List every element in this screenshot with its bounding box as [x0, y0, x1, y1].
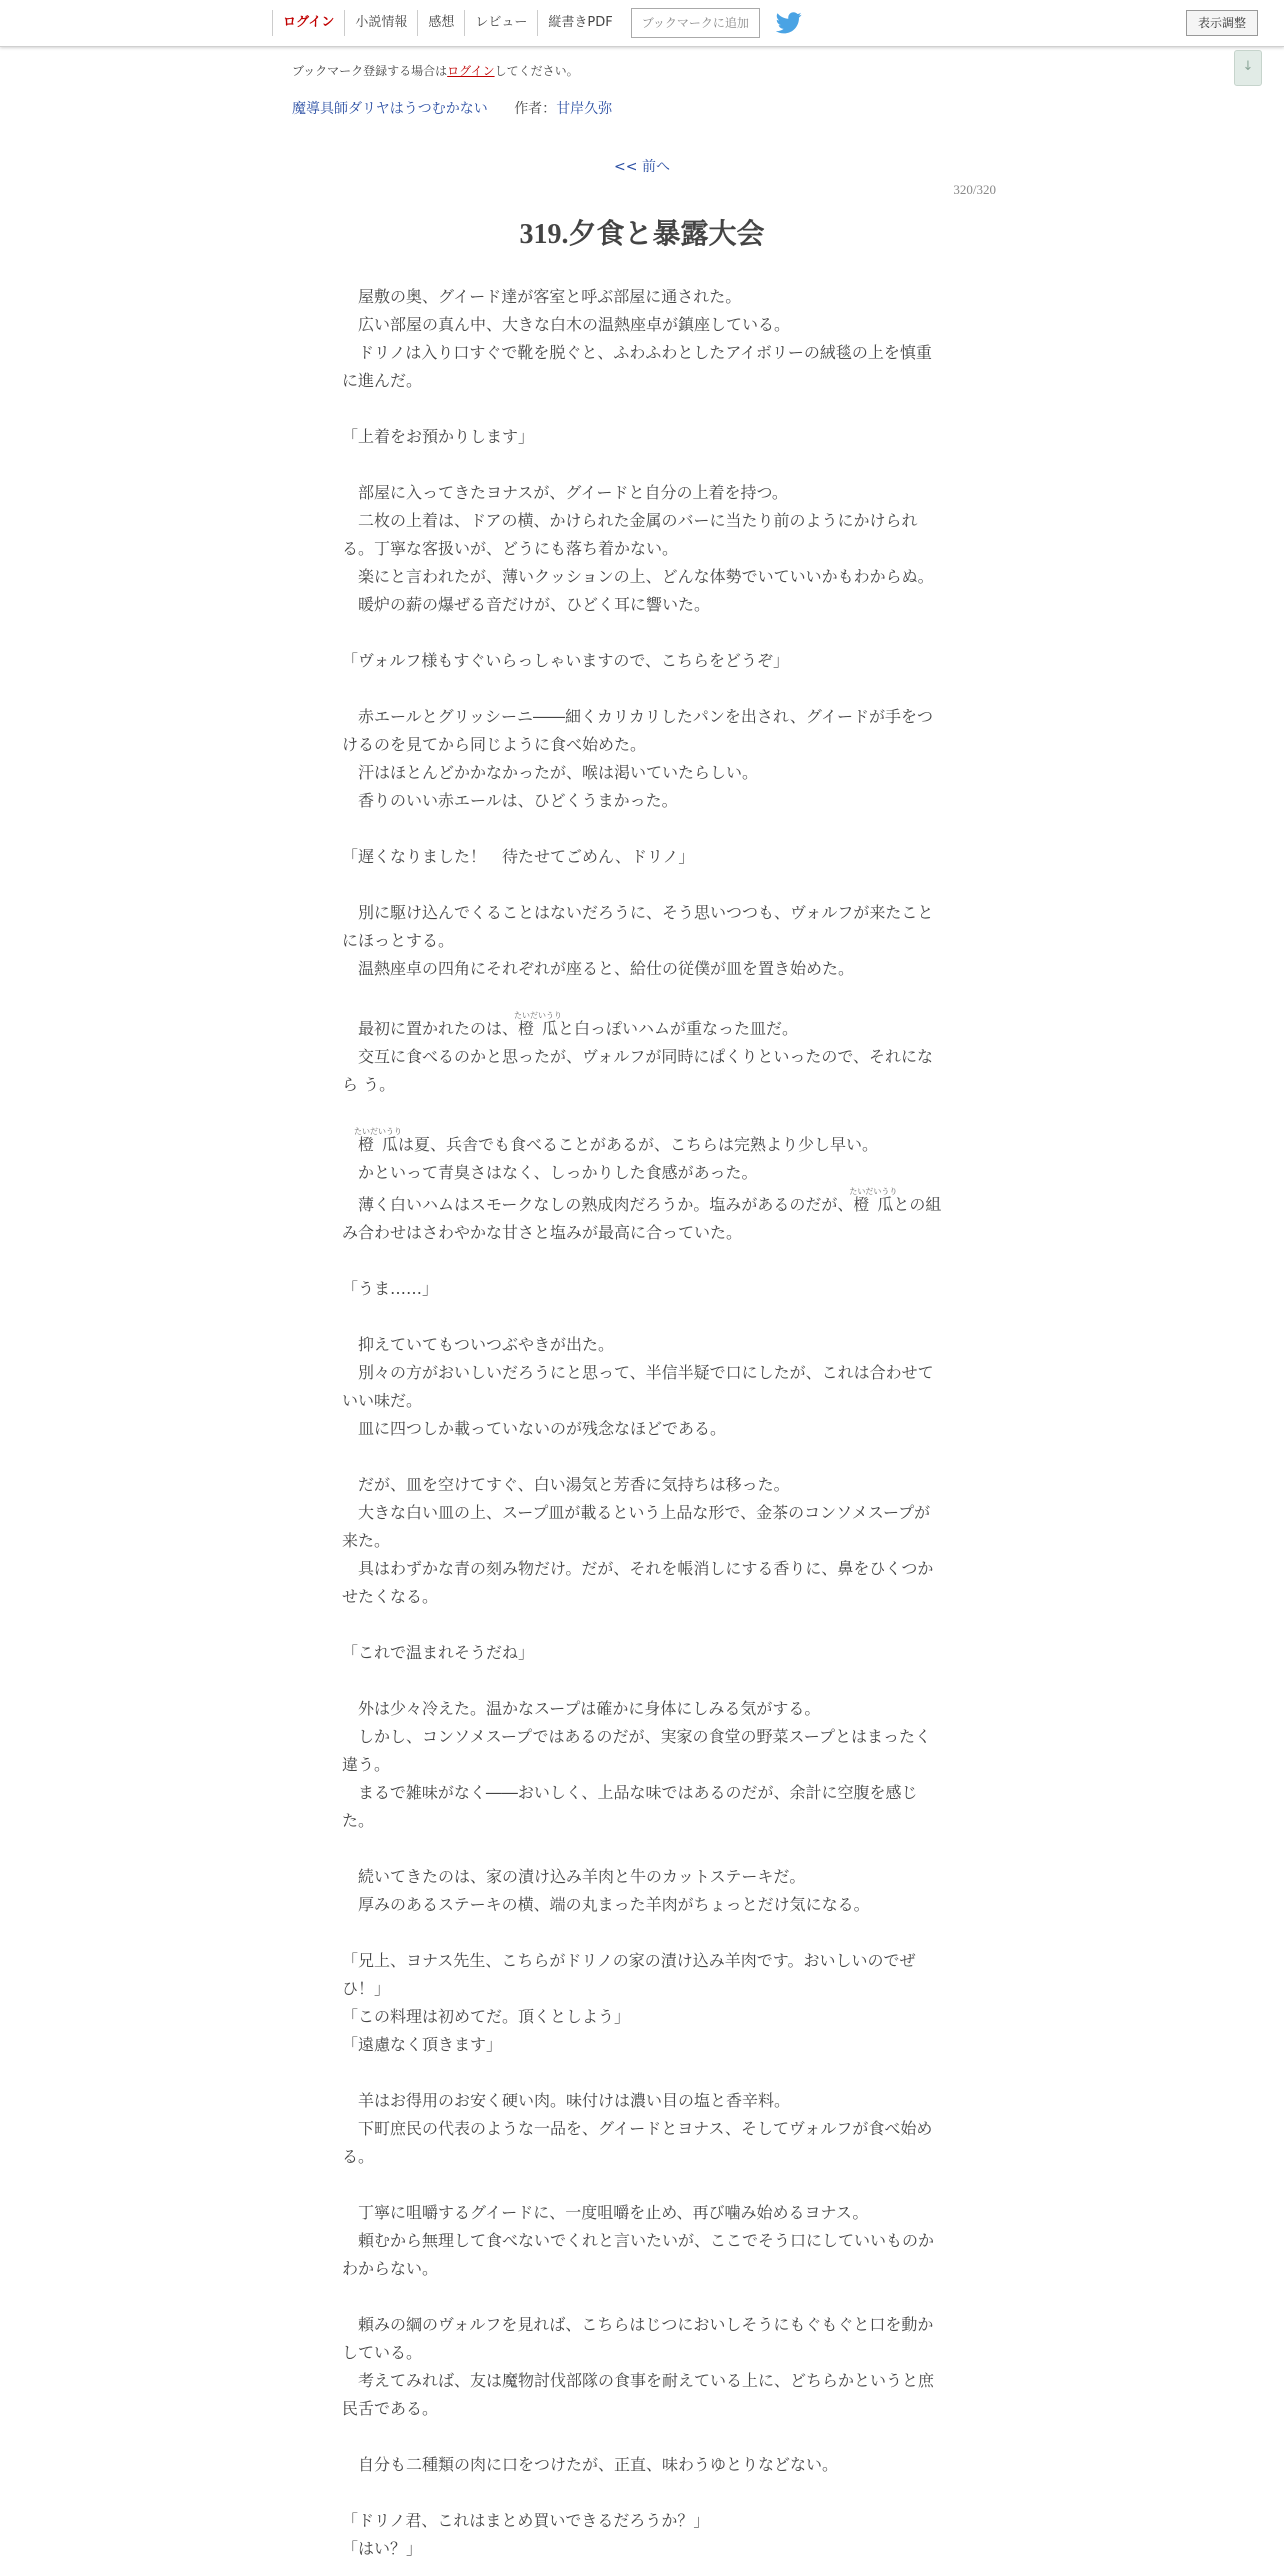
body-paragraph: 「ヴォルフ様もすぐいらっしゃいますので、こちらをどうぞ」: [342, 651, 790, 670]
body-paragraph: 最初に置かれたのは、橙瓜たいだいうりと白っぽいハムが重なった皿だ。: [342, 1011, 799, 1038]
body-paragraph: かといって青臭さはなく、しっかりした食感があった。: [342, 1163, 758, 1182]
nav-login-link[interactable]: ログイン: [272, 10, 344, 36]
body-paragraph: [342, 1247, 942, 1275]
body-paragraph: 大きな白い皿の上、スープ皿が載るという上品な形で、金茶のコンソメスープが来た。: [342, 1503, 931, 1550]
body-paragraph: 香りのいい赤エールは、ひどくうまかった。: [342, 791, 678, 810]
body-paragraph: 下町庶民の代表のような一品を、グイードとヨナス、そしてヴォルフが食べ始める。: [342, 2119, 933, 2166]
body-paragraph: [342, 675, 942, 703]
body-paragraph: 羊はお得用のお安く硬い肉。味付けは濃い目の塩と香辛料。: [342, 2091, 791, 2110]
novel-title-link[interactable]: 魔導具師ダリヤはうつむかない: [292, 101, 488, 117]
previous-chapter-link[interactable]: << 前へ: [614, 159, 670, 175]
body-paragraph: 「これで温まれそうだね」: [342, 1643, 535, 1662]
body-paragraph: 屋敷の奥、グイード達が客室と呼ぶ部屋に通された。: [342, 287, 742, 306]
body-paragraph: 「ドリノ君、これはまとめ買いできるだろうか？」: [342, 2511, 710, 2530]
bookmark-login-note: [292, 62, 579, 79]
nav-vertical-pdf-link[interactable]: 縦書きPDF: [537, 10, 622, 36]
bookmark-note-suffix: してください。: [494, 64, 579, 78]
main-nav: [272, 0, 802, 46]
body-paragraph: 丁寧に咀嚼するグイードに、一度咀嚼を止め、再び噛み始めるヨナス。: [342, 2203, 869, 2222]
body-paragraph: 皿に四つしか載っていないのが残念なほどである。: [342, 1419, 727, 1438]
body-paragraph: [342, 395, 942, 423]
body-paragraph: 頼みの綱のヴォルフを見れば、こちらはじつにおいしそうにもぐもぐと口を動かしている。: [342, 2315, 934, 2362]
body-paragraph: 温熱座卓の四角にそれぞれが座ると、給仕の従僕が皿を置き始めた。: [342, 959, 855, 978]
body-paragraph: 抑えていてもついつぶやきが出た。: [342, 1335, 615, 1354]
chapter-page-counter: 320/320: [953, 182, 996, 197]
chapter-title: 319.夕食と暴露大会: [519, 219, 765, 250]
top-navigation-bar: [0, 0, 1284, 47]
body-paragraph: [342, 1443, 942, 1471]
body-paragraph: 二枚の上着は、ドアの横、かけられた金属のバーに当たり前のようにかけられる。丁寧な客扱いが、どうにも落ち着かない。: [342, 511, 918, 558]
body-paragraph: 「遅くなりました！ 待たせてごめん、ドリノ」: [342, 847, 695, 866]
body-paragraph: [342, 1099, 942, 1127]
body-paragraph: 「この料理は初めてだ。頂くとしよう」: [342, 2007, 631, 2026]
furigana-ruby: 橙瓜たいだいうり: [849, 1187, 898, 1214]
body-paragraph: ドリノは入り口すぐで靴を脱ぐと、ふわふわとしたアイボリーの絨毯の上を慎重に進んだ。: [342, 343, 932, 390]
furigana-reading: たいだいうり: [514, 1011, 563, 1020]
body-paragraph: 「兄上、ヨナス先生、こちらがドリノの家の漬け込み羊肉です。おいしいのでぜひ！」: [342, 1951, 916, 1998]
twitter-bird-icon[interactable]: [776, 12, 802, 34]
body-paragraph: 橙瓜たいだいうりは夏、兵舎でも食べることがあるが、こちらは完熟より少し早い。: [354, 1127, 879, 1154]
body-paragraph: 楽にと言われたが、薄いクッションの上、どんな体勢でいていいかもわからぬ。: [342, 567, 934, 586]
nav-novel-info-link[interactable]: 小説情報: [344, 10, 417, 36]
body-paragraph: 具はわずかな青の刻み物だけ。だが、それを帳消しにする香りに、鼻をひくつかせたくなる。: [342, 1559, 934, 1606]
body-paragraph: 交互に食べるのかと思ったが、ヴォルフが同時にぱくりといったので、それになら う。: [342, 1047, 934, 1094]
author-label: 作者：: [514, 101, 557, 117]
body-paragraph: [342, 815, 942, 843]
furigana-ruby: 橙瓜たいだいうり: [354, 1127, 403, 1154]
body-paragraph: [342, 1835, 942, 1863]
body-paragraph: [342, 2479, 942, 2507]
body-paragraph: だが、皿を空けてすぐ、白い湯気と芳香に気持ちは移った。: [342, 1475, 790, 1494]
body-paragraph: 広い部屋の真ん中、大きな白木の温熱座卓が鎮座している。: [342, 315, 791, 334]
body-paragraph: 考えてみれば、友は魔物討伐部隊の食事を耐えている上に、どちらかというと庶民舌である。: [342, 2371, 935, 2418]
body-paragraph: [342, 2283, 942, 2311]
nav-impressions-link[interactable]: 感想: [417, 10, 464, 36]
bookmark-note-prefix: ブックマーク登録する場合は: [292, 64, 448, 78]
body-paragraph: 薄く白いハムはスモークなしの熟成肉だろうか。塩みがあるのだが、橙瓜たいだいうりとの組み合わせはさわやかな甘さと塩みが最高に合っていた。: [342, 1187, 942, 1242]
scroll-down-tab[interactable]: ↓: [1234, 50, 1262, 86]
body-paragraph: 暖炉の薪の爆ぜる音だけが、ひどく耳に響いた。: [342, 595, 711, 614]
body-paragraph: [342, 1303, 942, 1331]
body-paragraph: しかし、コンソメスープではあるのだが、実家の食堂の野菜スープとはまったく違う。: [342, 1727, 931, 1774]
body-paragraph: 別々の方がおいしいだろうにと思って、半信半疑で口にしたが、これは合わせていい味だ。: [342, 1363, 934, 1410]
body-paragraph: [342, 619, 942, 647]
body-paragraph: [342, 1667, 942, 1695]
body-paragraph: [342, 2423, 942, 2451]
nav-review-link[interactable]: レビュー: [464, 10, 537, 36]
body-paragraph: 部屋に入ってきたヨナスが、グイードと自分の上着を持つ。: [342, 483, 788, 502]
body-paragraph: 外は少々冷えた。温かなスープは確かに身体にしみる気がする。: [342, 1699, 821, 1718]
furigana-reading: たいだいうり: [849, 1187, 898, 1196]
body-paragraph: [342, 1919, 942, 1947]
body-paragraph: まるで雑味がなく――おいしく、上品な味ではあるのだが、余計に空腹を感じた。: [342, 1783, 918, 1830]
body-paragraph: 「うま……」: [342, 1279, 439, 1298]
body-paragraph: 頼むから無理して食べないでくれと言いたいが、ここでそう口にしていいものかわからない。: [342, 2231, 935, 2278]
body-paragraph: 「はい？」: [342, 2539, 423, 2558]
body-paragraph: 「遠慮なく頂きます」: [342, 2035, 503, 2054]
author-link[interactable]: 甘岸久弥: [556, 101, 613, 117]
body-paragraph: 厚みのあるステーキの横、端の丸まった羊肉がちょっとだけ気になる。: [342, 1895, 870, 1914]
body-paragraph: [342, 1611, 942, 1639]
novel-body-text: [342, 283, 942, 2563]
body-paragraph: [342, 2171, 942, 2199]
body-paragraph: 別に駆け込んでくることはないだろうに、そう思いつつも、ヴォルフが来たことにほっとする。: [342, 903, 934, 950]
display-settings-button[interactable]: 表示調整: [1186, 10, 1258, 36]
add-bookmark-button[interactable]: ブックマークに追加: [631, 8, 760, 38]
body-paragraph: 赤エールとグリッシーニ――細くカリカリしたパンを出され、グイードが手をつけるのを見てから同じように食べ始めた。: [342, 707, 934, 754]
novel-info-line: [292, 98, 612, 118]
body-paragraph: 汗はほとんどかかなかったが、喉は渇いていたらしい。: [342, 763, 759, 782]
body-paragraph: 「上着をお預かりします」: [342, 427, 535, 446]
body-paragraph: [342, 451, 942, 479]
furigana-reading: たいだいうり: [354, 1127, 403, 1136]
body-paragraph: 続いてきたのは、家の漬け込み羊肉と牛のカットステーキだ。: [342, 1867, 806, 1886]
body-paragraph: [342, 983, 942, 1011]
body-paragraph: 自分も二種類の肉に口をつけたが、正直、味わうゆとりなどない。: [342, 2455, 839, 2474]
bookmark-note-login-link[interactable]: ログイン: [447, 64, 495, 78]
body-paragraph: [342, 2059, 942, 2087]
furigana-ruby: 橙瓜たいだいうり: [514, 1011, 563, 1038]
body-paragraph: [342, 871, 942, 899]
